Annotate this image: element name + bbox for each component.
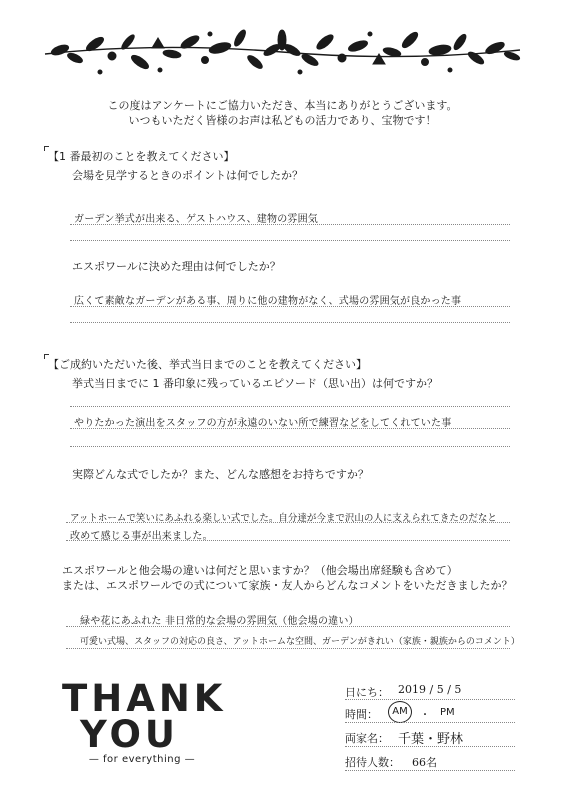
info-line bbox=[345, 722, 515, 723]
info-line bbox=[345, 770, 515, 771]
answer-line bbox=[70, 428, 510, 429]
info-line bbox=[345, 746, 515, 747]
date-value: 2019 / 5 / 5 bbox=[398, 683, 462, 696]
section2-answer-2-line-1: アットホームで笑いにあふれる楽しい式でした。自分達が今まで沢山の人に支えられてきたのだなと bbox=[70, 513, 497, 524]
section2-question-1: 挙式当日までに 1 番印象に残っているエピソード（思い出）は何ですか？ bbox=[72, 377, 438, 390]
section1-question-1: 会場を見学するときのポイントは何でしたか？ bbox=[72, 169, 303, 182]
botanical-garland-illustration bbox=[40, 28, 525, 86]
info-line bbox=[345, 699, 515, 700]
section1-bracket bbox=[44, 146, 49, 151]
intro-line-1: この度はアンケートにご協力いただき、本当にありがとうございます。 bbox=[107, 99, 458, 112]
answer-line bbox=[70, 446, 510, 447]
section1-heading: 【1 番最初のことを教えてください】 bbox=[48, 150, 235, 163]
section2-answer-3-line-1: 緑や花にあふれた 非日常的な会場の雰囲気（他会場の違い） bbox=[80, 616, 359, 627]
section2-heading: 【ご成約いただいた後、挙式当日までのことを教えてください】 bbox=[48, 358, 367, 371]
answer-line bbox=[66, 626, 510, 627]
for-everything-text: — for everything — bbox=[88, 754, 196, 765]
section1-answer-1: ガーデン挙式が出来る、ゲストハウス、建物の雰囲気 bbox=[74, 214, 318, 225]
answer-line bbox=[66, 540, 510, 541]
am-option: AM bbox=[392, 706, 408, 717]
section1-question-2: エスポワールに決めた理由は何でしたか？ bbox=[72, 260, 281, 273]
answer-line bbox=[66, 522, 510, 523]
answer-line bbox=[70, 322, 510, 323]
section2-question-2: 実際どんな式でしたか？また、どんな感想をお持ちですか？ bbox=[72, 468, 369, 481]
family-name-value: 千葉・野林 bbox=[398, 732, 464, 747]
answer-line bbox=[70, 406, 510, 407]
section2-question-3-line-1: エスポワールと他会場の違いは何だと思いますか？（他会場出席経験も含めて） bbox=[62, 564, 458, 577]
answer-line bbox=[70, 240, 510, 241]
section2-answer-1: やりたかった演出をスタッフの方が永遠のいない所で練習などをしてくれていた事 bbox=[74, 418, 452, 429]
intro-line-2: いつもいただく皆様のお声は私どもの活力であり、宝物です！ bbox=[128, 114, 437, 127]
time-separator: ・ bbox=[420, 710, 430, 721]
time-label: 時間： bbox=[345, 708, 378, 721]
section2-question-3-line-2: または、エスポワールでの式について家族・友人からどんなコメントをいただきましたか？ bbox=[62, 579, 513, 592]
you-text: YOU bbox=[80, 713, 179, 756]
section2-answer-3-line-2: 可愛い式場、スタッフの対応の良さ、アットホームな空間、ガーデンがきれい（家族・親族からのコメント） bbox=[80, 637, 520, 647]
section2-answer-2-line-2: 改めて感じる事が出来ました。 bbox=[70, 531, 213, 542]
answer-line bbox=[66, 648, 510, 649]
guest-count-value: 66名 bbox=[412, 756, 437, 769]
answer-line bbox=[70, 224, 510, 225]
date-label: 日にち： bbox=[345, 686, 389, 699]
answer-line bbox=[70, 306, 510, 307]
pm-option: PM bbox=[440, 707, 455, 718]
family-name-label: 両家名： bbox=[345, 732, 389, 745]
guest-count-label: 招待人数： bbox=[345, 756, 400, 769]
thank-text: THANK bbox=[62, 677, 227, 720]
section1-answer-2: 広くて素敵なガーデンがある事、周りに他の建物がなく、式場の雰囲気が良かった事 bbox=[74, 296, 462, 307]
